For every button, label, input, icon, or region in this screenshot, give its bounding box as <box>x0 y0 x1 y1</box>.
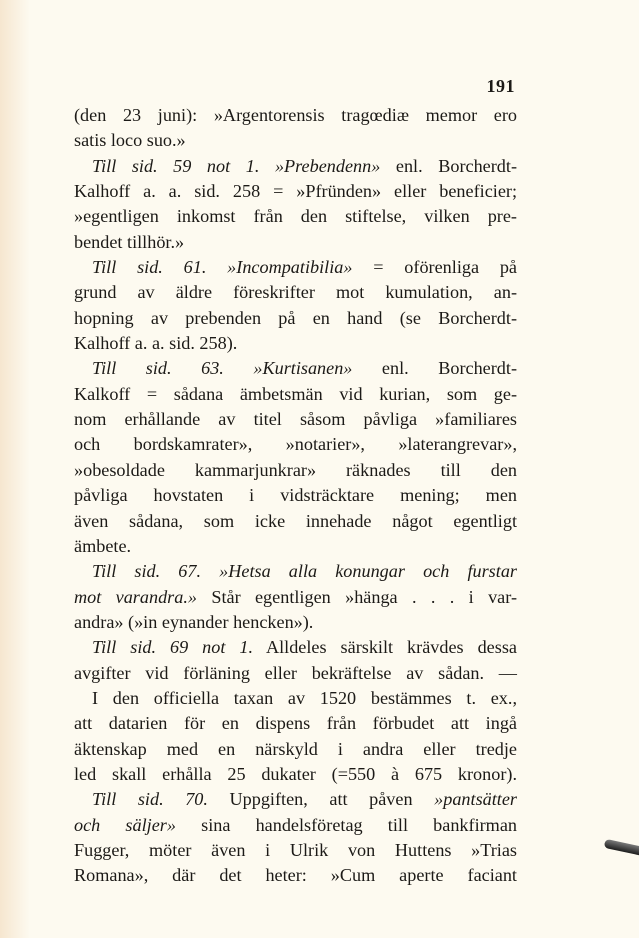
page-number: 191 <box>486 76 515 96</box>
text-line <box>74 331 517 356</box>
quoted-term: »Kurtisanen» <box>223 358 353 379</box>
quoted-term: och säljer» <box>74 814 176 835</box>
text-line <box>74 661 517 686</box>
text-line <box>74 686 517 711</box>
note-reference: Till sid. 59 not 1. <box>92 155 260 176</box>
text-line <box>74 762 517 787</box>
text-line <box>74 103 517 128</box>
text-line <box>74 407 517 432</box>
quoted-term: mot varandra.» <box>74 586 197 607</box>
note-heading-line <box>74 154 517 179</box>
text-run: enl. Borcherdt- <box>352 358 518 379</box>
text-run: »obesoldade kammarjunkrar» räknades till den <box>74 459 517 480</box>
text-run: Uppgiften, att påven <box>207 789 413 810</box>
text-run: (den 23 juni): »Argentorensis tragœdiæ memor ero <box>74 105 517 125</box>
quoted-term: »Incompatibilia» <box>206 257 353 278</box>
text-line <box>74 179 517 204</box>
text-run: I den officiella taxan av 1520 bestämmes t. ex., <box>92 687 517 708</box>
text-line <box>74 534 517 559</box>
text-line <box>74 280 517 305</box>
note-heading-line <box>74 356 517 381</box>
text-line <box>74 737 517 762</box>
text-run: att datarien för en dispens från förbudet att ingå <box>74 713 517 734</box>
text-run: Kalhoff a. a. sid. 258 = »Pfründen» eller beneficier; <box>74 181 517 202</box>
text-run: Kalkoff = sådana ämbetsmän vid kurian, som ge- <box>74 383 517 404</box>
body-text <box>74 103 517 889</box>
text-run: Kalhoff a. a. sid. 258). <box>74 333 238 354</box>
text-line <box>74 483 517 508</box>
text-run: satis loco suo.» <box>74 130 186 151</box>
text-run: Alldeles särskilt krävdes dessa <box>253 637 517 658</box>
note-reference: Till sid. 63. <box>92 358 224 379</box>
text-run: bendet tillhör.» <box>74 231 185 252</box>
text-run: sina handelsföretag till bankfirman <box>175 814 517 835</box>
text-line <box>74 509 517 534</box>
text-line <box>74 585 517 610</box>
text-line <box>74 230 517 255</box>
note-reference: Till sid. 70. <box>92 789 208 810</box>
text-line <box>74 711 517 736</box>
quoted-term: »pantsätter <box>412 789 517 810</box>
note-reference: Till sid. 69 not 1. <box>92 637 253 658</box>
text-run: påvliga hovstaten i vidsträcktare mening; men <box>74 485 517 506</box>
note-reference: Till sid. 67. <box>92 561 202 582</box>
text-run: och bordskamrater», »notarier», »laterangrevar», <box>74 434 517 455</box>
text-line <box>74 432 517 457</box>
text-run: led skall erhålla 25 dukater (=550 à 675 kronor). <box>74 763 517 784</box>
text-line <box>74 610 517 635</box>
text-line <box>74 838 517 863</box>
text-run: Romana», där det heter: »Cum aperte faciant <box>74 865 517 886</box>
page-edge-shadow <box>0 0 30 938</box>
pen-tip-object <box>604 839 639 860</box>
text-run: avgifter vid förläning eller bekräftelse av sådan. — <box>74 662 517 683</box>
text-run: ämbete. <box>74 535 132 556</box>
note-reference: Till sid. 61. <box>92 257 207 278</box>
quoted-term: »Hetsa alla konungar och furstar <box>201 561 517 582</box>
text-line <box>74 382 517 407</box>
note-heading-line <box>74 255 517 280</box>
note-heading-line <box>74 635 517 660</box>
text-line <box>74 306 517 331</box>
note-heading-line <box>74 787 517 812</box>
text-run: enl. Borcherdt- <box>380 155 517 176</box>
quoted-term: »Prebendenn» <box>259 155 381 176</box>
text-line <box>74 458 517 483</box>
text-run: nom erhållande av titel såsom påvliga »familiares <box>74 409 517 430</box>
text-run: Fugger, möter även i Ulrik von Huttens »Trias <box>74 839 517 860</box>
text-run: äktenskap med en närskyld i andra eller tredje <box>74 738 517 759</box>
note-heading-line <box>74 559 517 584</box>
text-run: »egentligen inkomst från den stiftelse, vilken pre- <box>74 206 517 227</box>
text-run: grund av äldre föreskrifter mot kumulation, an- <box>74 282 517 303</box>
text-line <box>74 204 517 229</box>
text-run: Står egentligen »hänga . . . i var- <box>196 586 517 607</box>
text-run: hopning av prebenden på en hand (se Borcherdt- <box>74 307 517 328</box>
text-run: = oförenliga på <box>352 257 517 278</box>
text-line <box>74 863 517 888</box>
text-run: även sådana, som icke innehade något egentligt <box>74 510 517 531</box>
text-line <box>74 128 517 153</box>
text-line <box>74 813 517 838</box>
text-run: andra» (»in eynander hencken»). <box>74 611 314 632</box>
